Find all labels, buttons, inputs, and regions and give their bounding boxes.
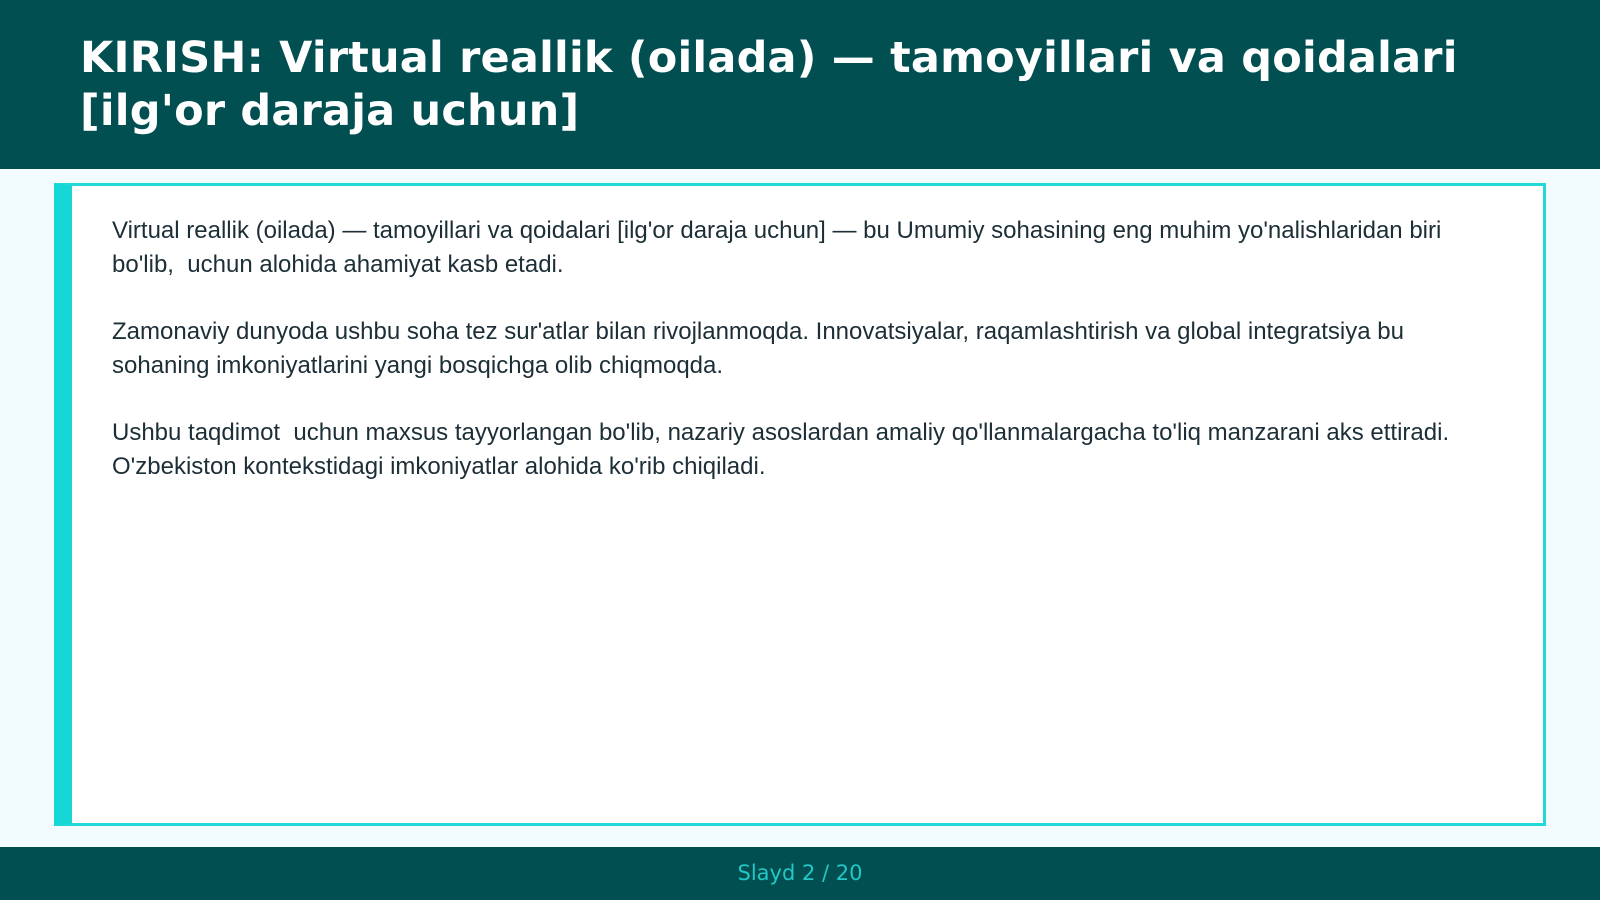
intro-paragraph-2: Zamonaviy dunyoda ushbu soha tez sur'atlar bilan rivojlanmoqda. Innovatsiyalar, raqamlashtirish va global integratsiya bu sohaning imkoniyatlarini yangi bosqichga olib chiqmoqda. xyxy=(112,318,1411,379)
intro-paragraph-1: Virtual reallik (oilada) — tamoyillari va qoidalari [ilg'or daraja uchun] — bu Umumiy sohasining eng muhim yo'nalishlaridan biri bo'lib, uchun alohida ahamiyat kasb etadi. xyxy=(112,217,1448,278)
slide-header xyxy=(0,0,1600,169)
slide-counter: Slayd 2 / 20 xyxy=(737,861,863,885)
slide-title: KIRISH: Virtual reallik (oilada) — tamoyillari va qoidalari [ilg'or daraja uchun] xyxy=(80,33,1458,136)
slide-footer xyxy=(0,847,1600,900)
content-body xyxy=(112,214,1502,517)
content-card xyxy=(54,183,1546,826)
intro-paragraph-3: Ushbu taqdimot uchun maxsus tayyorlangan bo'lib, nazariy asoslardan amaliy qo'llanmalargacha to'liq manzarani aks ettiradi. O'zbekiston kontekstidagi imkoniyatlar alohida ko'rib chiqiladi. xyxy=(112,419,1456,480)
